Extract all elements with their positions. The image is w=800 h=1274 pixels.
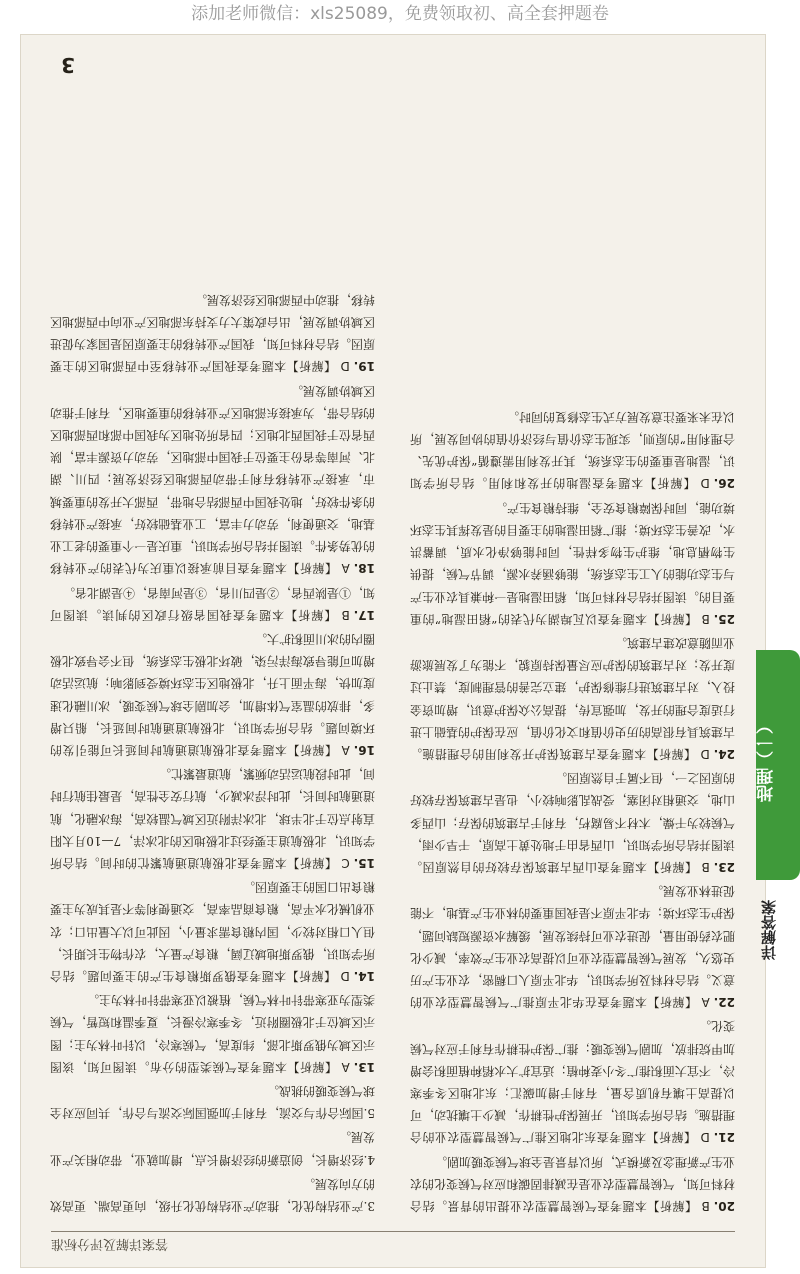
answer-item	[50, 628, 375, 761]
explanation-text: 【解析】本题考查我国省级行政区的判读。读图可知，①是陕西省，②是四川省，③是河南省，④是湖北省。	[50, 585, 375, 622]
page-number: 3	[61, 53, 75, 77]
answer-item	[410, 632, 735, 765]
question-number: 25.	[713, 611, 735, 626]
answer-letter: B	[701, 859, 710, 874]
explanation-text: 【解析】本题考查北极航道通航时间延长可能引发的环境问题。结合所学知识，北极航道通航时间延长，船只增多，排放的温室气体增加，会加剧全球气候变暖，冰川融化速度加快，海平面上升，北极地区生态环境受到影响；航运活动增加可能导致海洋污染，破坏北极生态系统，但不会导致北极圈内的冰川面积扩大。	[50, 631, 375, 757]
question-number: 16.	[353, 742, 375, 757]
answer-item	[50, 989, 375, 1078]
explanation-text: 【解析】本题考查湿地的开发和利用。结合所学知识，湿地是重要的生态系统，其开发利用需遵循“保护优先、合理利用”的原则，实现生态价值与经济价值的协同发展，所以在未来要注意发展方式生态修复的同时。	[410, 409, 735, 491]
answer-letter: D	[700, 746, 710, 761]
explanation-text: 【解析】本题考查气候智慧型农业提出的背景。结合材料可知，气候智慧型农业是在减排固碳和应对气候变化的农业生产新理念及新模式，所以背景是全球气候变暖加剧。	[410, 1154, 735, 1213]
answer-item	[410, 880, 735, 1013]
answer-letter: A	[341, 1059, 350, 1074]
explanation-text: 【解析】本题考查我国产业转移至中西部地区的主要原因。结合材料可知，我国产业转移的主要原因是国家为促进区域协调发展，出台政策大力支持东部地区产业向中西部地区转移，推动中西部地区经济发展。	[50, 292, 375, 374]
question-number: 13.	[353, 1059, 375, 1074]
question-number: 14.	[353, 968, 375, 983]
answer-letter: A	[341, 561, 350, 576]
left-column	[410, 57, 735, 1217]
question-number: 23.	[713, 859, 735, 874]
answer-letter: B	[341, 607, 350, 622]
explanation-text: 【解析】本题考查北极航道通航繁忙的时间。结合所学知识，北极航道主要经过北极地区的北冰洋，7—10月太阳直射点位于北半球，北冰洋附近区域气温较高，海冰融化，航道通航时间长，此时浮冰减少，航行安全性高，是最佳航行时间，此时段航运活动频繁，航道最繁忙。	[50, 767, 375, 870]
running-head	[51, 1231, 735, 1255]
question-number: 18.	[353, 561, 375, 576]
answer-item	[50, 763, 375, 874]
running-head-title: 答案详解及评分标准	[51, 1236, 169, 1251]
question-number: 24.	[713, 746, 735, 761]
answer-letter: B	[701, 1199, 710, 1213]
answer-item	[50, 289, 375, 378]
answer-letter: D	[700, 1130, 710, 1145]
answer-letter: D	[700, 476, 710, 491]
answer-letter: C	[341, 855, 350, 870]
subject-tab: 地理（一）	[756, 650, 800, 880]
answer-item	[50, 876, 375, 987]
answer-letter: D	[340, 359, 350, 374]
explanation-text: 5.国际合作与交流，有利于加强国际交流与合作，共同应对全球气候变暖的挑战。	[50, 1083, 375, 1121]
question-number: 22.	[713, 995, 735, 1010]
explanation-text: 【解析】本题考查东北地区推广气候智慧型农业的合理措施。结合所学知识，开展保护性耕作，减少土壤扰动，可以提高土壤有机质含量，有利于增加碳汇；东北地区冬季寒冷，不宜大面积推广冬小麦种植；适宜扩大水稻种植面积会增加甲烷排放，加剧气候变暖；推广保护性耕作有利于应对气候变化。	[410, 1019, 735, 1145]
answer-item	[50, 1173, 375, 1217]
explanation-text: 【解析】本题考查气候类型的分布。读图可知，该图示区域为俄罗斯北部，纬度高，气候寒冷，以针叶林为主；图示区域位于北极圈附近，冬季寒冷漫长，夏季温和短暂，气候类型为亚寒带针叶林气候，植被以亚寒带针叶林为主。	[50, 993, 375, 1074]
explanation-text: 【解析】本题考查目前承接以重庆为代表的产业转移的优势条件。读图并结合所学知识，重庆是一个重要的老工业基地，交通便利，劳动力丰富，工业基础较好，承接产业转移的条件较好，地处我国中西部结合地带，西部大开发的重要城市，承接产业转移有利于带动西部地区经济发展；四川、湖北、河南等省份主要位于我国中部地区，劳动力资源丰富，陕西省位于我国西北地区；四省所处地区为我国中部和西部地区的结合带，为承接东部地区产业转移的重要地区，有利于推动区域协调发展。	[50, 383, 375, 576]
promo-banner: 添加老师微信：xls25089，免费领取初、高全套押题卷	[0, 0, 800, 30]
answer-item	[410, 767, 735, 878]
explanation-text: 【解析】本题考查俄罗斯粮食生产的主要问题。结合所学知识，俄罗斯地域辽阔，粮食产量大，农作物生长期长，但人口相对较少，国内粮食需求量小，因此可以大量出口；农业机械化水平高，粮食商品率高，交通便利等不是其成为主要粮食出口国的主要原因。	[50, 880, 375, 983]
answer-item	[410, 406, 735, 495]
explanation-text: 3.产业结构优化，推动产业结构优化升级，向更高端、更高效的方向发展。	[50, 1176, 375, 1213]
question-number: 20.	[713, 1199, 735, 1213]
answer-letter: A	[701, 995, 710, 1010]
right-column	[50, 57, 375, 1217]
answer-item	[50, 1126, 375, 1170]
explanation-text: 4.经济增长，创造新的经济增长点，增加就业，带动相关产业发展。	[50, 1130, 375, 1167]
question-number: 26.	[713, 476, 735, 491]
answer-item	[50, 379, 375, 579]
explanation-text: 【解析】本题考查古建筑保护开发利用的合理措施。古建筑具有很高的历史价值和文化价值，应在保护的基础上进行适度合理的开发，加强宣传，提高公众保护意识，增加资金投入，对古建筑进行维修保护，建立完善的管理制度，禁止过度开发；对古建筑的保护应尽量保持原貌，不能为了发展旅游业而随意改建古建筑。	[410, 635, 735, 761]
answer-tab: 详解答案	[760, 900, 778, 960]
question-number: 21.	[713, 1130, 735, 1145]
question-number: 19.	[353, 359, 375, 374]
answer-item	[50, 581, 375, 625]
scanned-page	[20, 34, 766, 1268]
explanation-text: 【解析】本题考查在华北平原推广气候智慧型农业的意义。结合材料及所学知识，华北平原人口稠密，农业生产历史悠久，发展气候智慧型农业可以提高农业生产效率，减少化肥农药使用量，促进农业可持续发展，缓解水资源短缺问题，保护生态环境；华北平原不是我国重要的林业生产基地，不能促进林业发展。	[410, 884, 735, 1010]
answer-item	[50, 1080, 375, 1124]
question-number: 17.	[353, 607, 375, 622]
explanation-text: 【解析】本题考查以瓦埠湖为代表的“稻田湿地”的重要目的。读图并结合材料可知，稻田湿地是一种兼具农业生产与生态功能的人工生态系统，能够涵养水源，调节气候，提供生物栖息地，维护生物多样性，同时能够净化水质，调蓄洪水，改善生态环境；推广稻田湿地的主要目的是发挥其生态环境功能，同时保障粮食安全，维持粮食生产。	[410, 500, 735, 626]
answer-letter: D	[340, 968, 350, 983]
question-number: 15.	[353, 855, 375, 870]
answer-letter: A	[341, 742, 350, 757]
answer-item	[410, 1150, 735, 1217]
explanation-text: 【解析】本题考查山西古建筑保存较好的自然原因。读图并结合所学知识，山西省由于地处黄土高原，干旱少雨，气候较为干燥，木材不易腐朽，有利于古建筑的保存；山西多山地，交通相对闭塞，受战乱影响较小，也是古建筑保存较好的原因之一，但不属于自然原因。	[410, 771, 735, 874]
page-rotated	[21, 35, 765, 1267]
answer-item	[410, 1015, 735, 1148]
answer-item	[410, 497, 735, 630]
answer-letter: B	[701, 611, 710, 626]
